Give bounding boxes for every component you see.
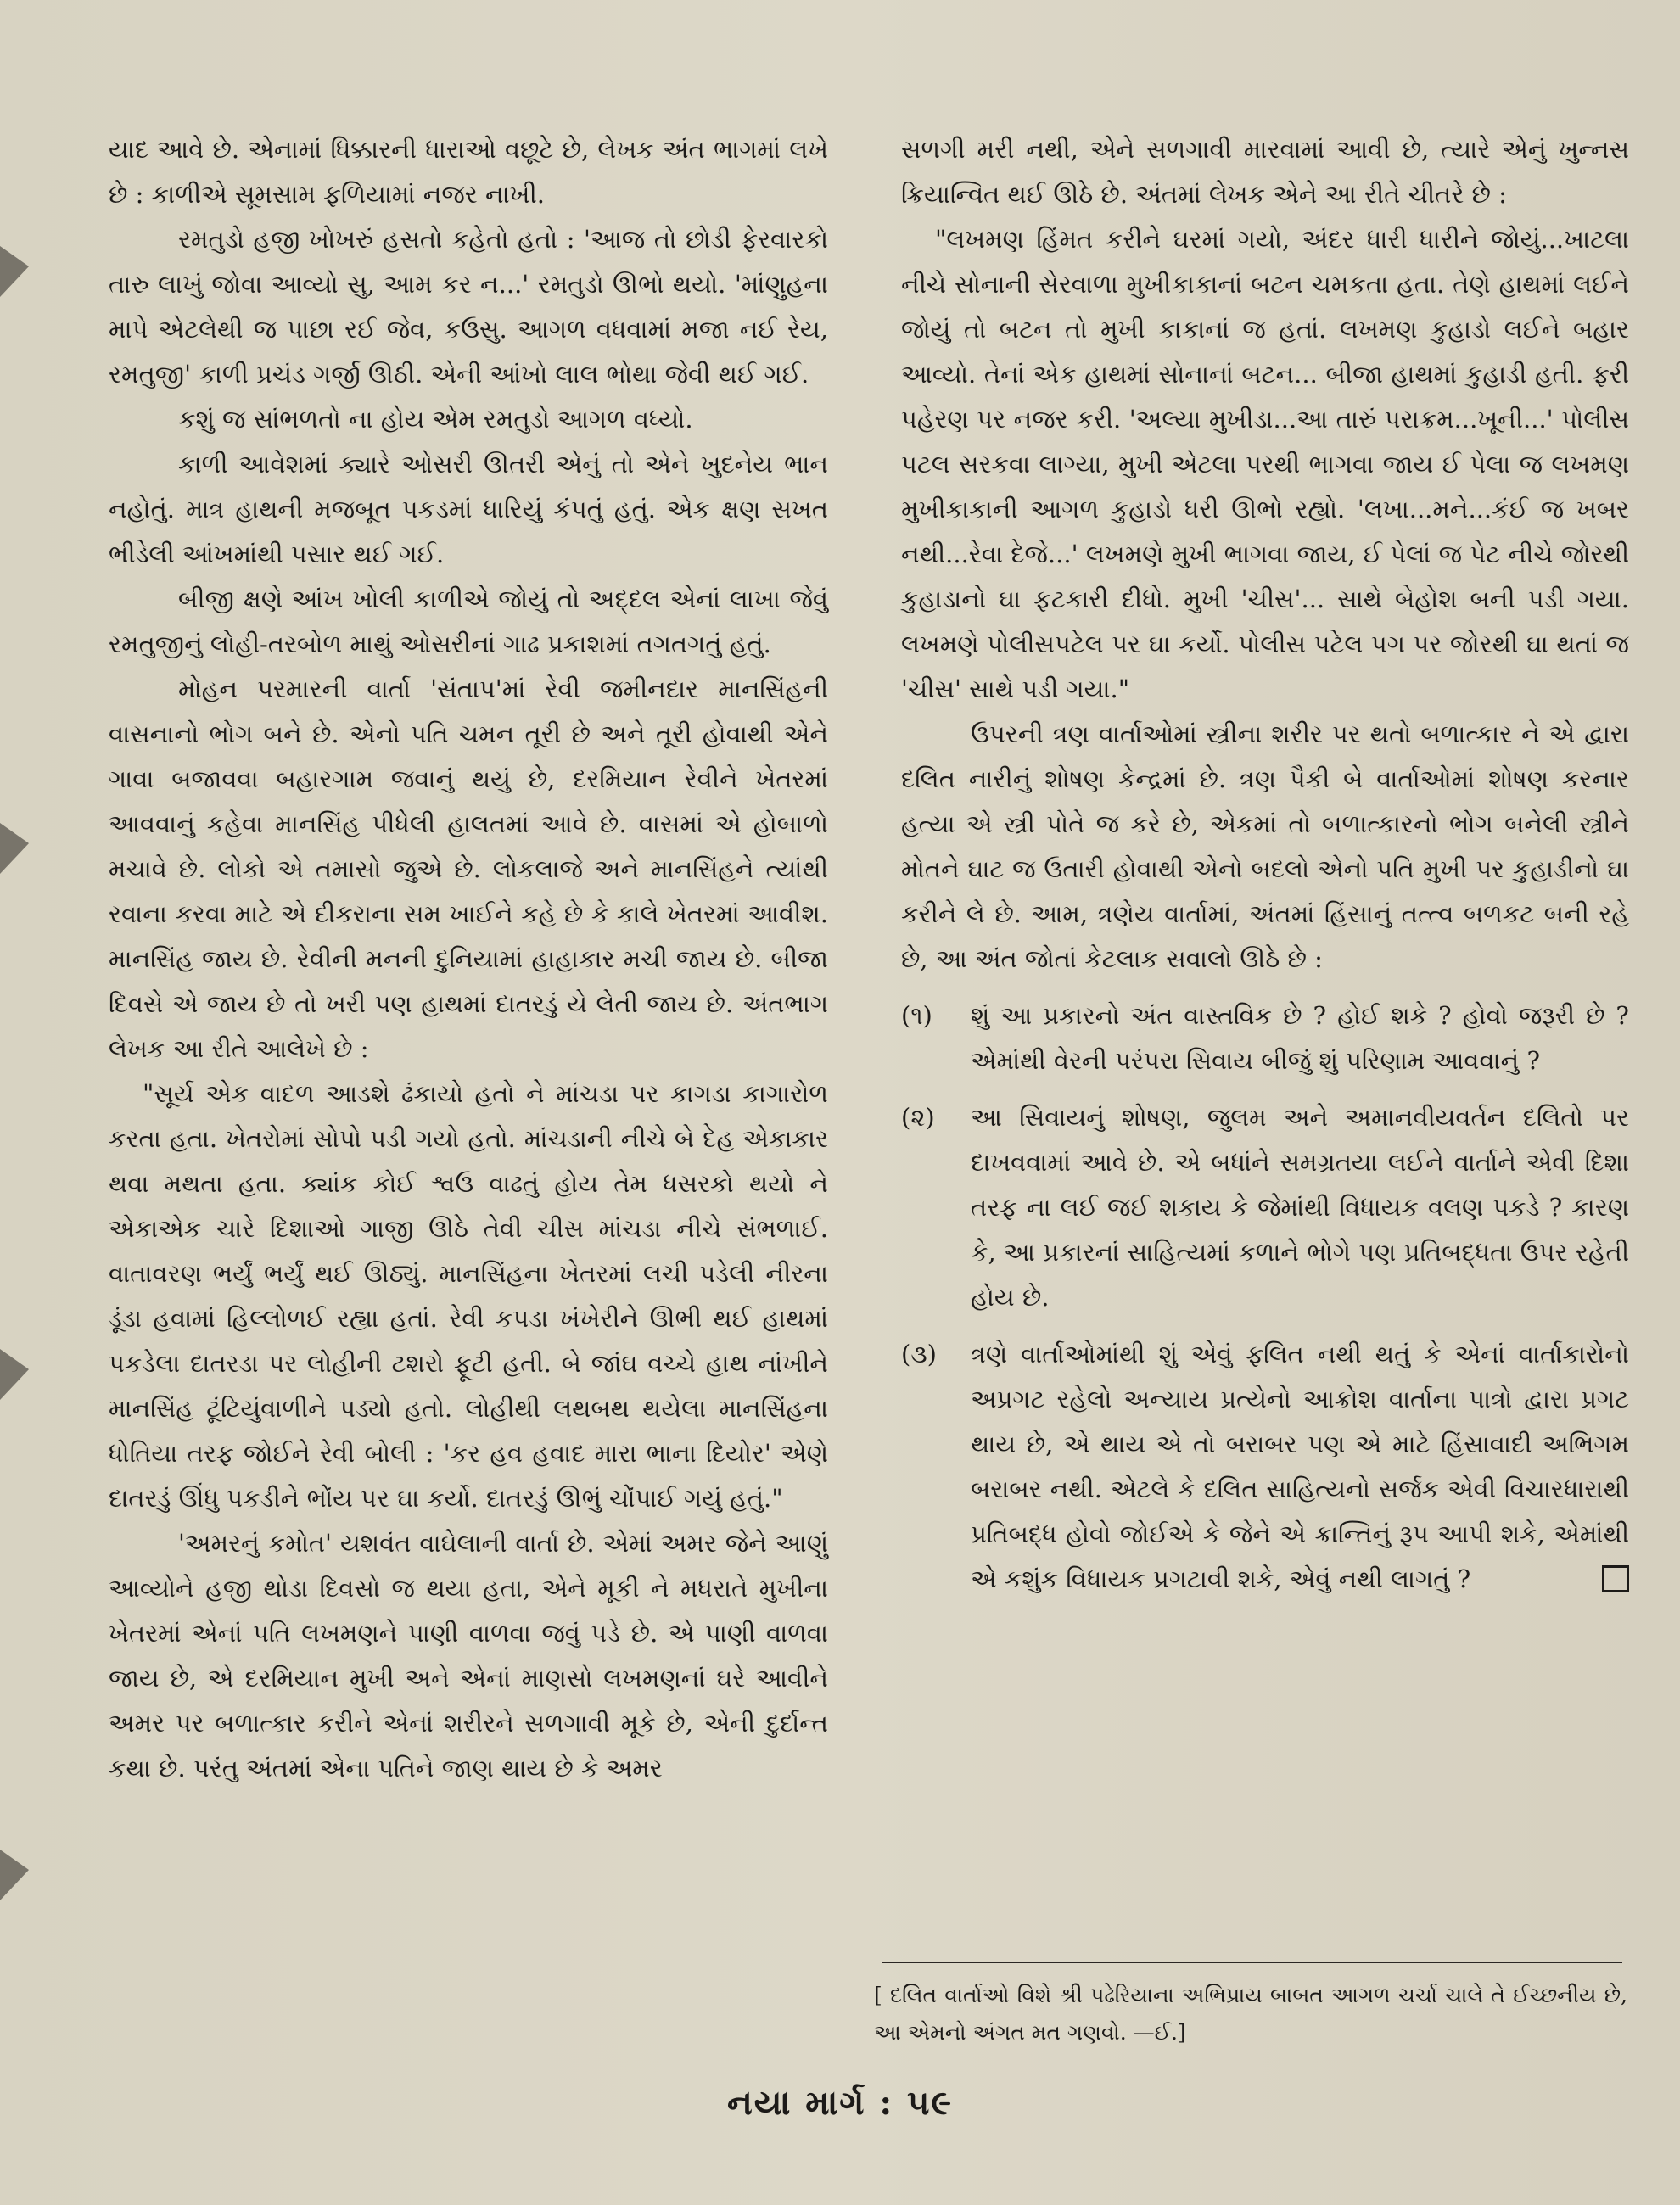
- question-text: શું આ પ્રકારનો અંત વાસ્તવિક છે ? હોઈ શકે ? હોવો જરૂરી છે ? એમાંથી વેરની પરંપરા સિવાય બીજું શું પરિણામ આવવાનું ?: [971, 1001, 1629, 1075]
- note-divider: [882, 1962, 1622, 1963]
- end-of-article-square-icon: [1602, 1565, 1629, 1592]
- question-number: (૨): [901, 1103, 935, 1132]
- page-tear-mark: [0, 1850, 29, 1900]
- page-tear-mark: [0, 1349, 29, 1400]
- paragraph: મોહન પરમારની વાર્તા 'સંતાપ'માં રેવી જમીનદાર માનસિંહની વાસનાનો ભોગ બને છે. એનો પતિ ચમન તૂરી છે અને તૂરી હોવાથી એને ગાવા બજાવવા બહારગામ જવાનું થયું છે, દરમિયાન રેવીને ખેતરમાં આવવાનું કહેવા માનસિંહ પીધેલી હાલતમાં આવે છે. વાસમાં એ હોબાળો મચાવે છે. લોકો એ તમાસો જુએ છે. લોકલાજે અને માનસિંહને ત્યાંથી રવાના કરવા માટે એ દીકરાના સમ ખાઈને કહે છે કે કાલે ખેતરમાં આવીશ. માનસિંહ જાય છે. રેવીની મનની દુનિયામાં હાહાકાર મચી જાય છે. બીજા દિવસે એ જાય છે તો ખરી પણ હાથમાં દાતરડું યે લેતી જાય છે. અંતભાગ લેખક આ રીતે આલેખે છે :: [109, 674, 828, 1063]
- question-item: [901, 993, 1629, 1083]
- question-number: (૧): [901, 1001, 932, 1030]
- question-text-body: ત્રણે વાર્તાઓમાંથી શું એવું ફલિત નથી થતું કે એનાં વાર્તાકારોનો અપ્રગટ રહેલો અન્યાય પ્રત્યેનો આક્રોશ વાર્તાના પાત્રો દ્વારા પ્રગટ થાય છે, એ થાય એ તો બરાબર પણ એ માટે હિંસાવાદી અભિગમ બરાબર નથી. એટલે કે દલિત સાહિત્યનો સર્જક એવી વિચારધારાથી પ્રતિબદ્ધ હોવો જોઈએ કે જેને એ ક્રાન્તિનું રૂપ આપી શકે, એમાંથી એ કશુંક વિધાયક પ્રગટાવી શકે, એવું નથી લાગતું ?: [971, 1340, 1629, 1593]
- question-item: [901, 1095, 1629, 1320]
- paragraph: કાળી આવેશમાં ક્યારે ઓસરી ઊતરી એનું તો એને ખુદનેય ભાન નહોતું. માત્ર હાથની મજબૂત પકડમાં ધારિયું કંપતું હતું. એક ક્ષણ સખત ભીડેલી આંખમાંથી પસાર થઈ ગઈ.: [109, 450, 828, 568]
- paragraph: બીજી ક્ષણે આંખ ખોલી કાળીએ જોયું તો અદ્દલ એનાં લાખા જેવું રમતુજીનું લોહી-તરબોળ માથું ઓસરીનાં ગાઢ પ્રકાશમાં તગતગતું હતું.: [109, 585, 828, 658]
- paragraph: 'અમરનું કમોત' યશવંત વાઘેલાની વાર્તા છે. એમાં અમર જેને આણું આવ્યોને હજી થોડા દિવસો જ થયા હતા, એને મૂકી ને મધરાતે મુખીના ખેતરમાં એનાં પતિ લખમણને પાણી વાળવા જવું પડે છે. એ પાણી વાળવા જાય છે, એ દરમિયાન મુખી અને એનાં માણસો લખમણનાં ઘરે આવીને અમર પર બળાત્કાર કરીને એનાં શરીરને સળગાવી મૂકે છે, એની દુર્દાન્ત કથા છે. પરંતુ અંતમાં એના પતિને જાણ થાય છે કે અમર: [109, 1529, 828, 1782]
- page-tear-mark: [0, 823, 29, 874]
- page-tear-mark: [0, 246, 29, 297]
- paragraph: રમતુડો હજી ખોખરું હસતો કહેતો હતો : 'આજ તો છોડી ફેરવારકો તારુ લાખું જોવા આવ્યો સુ, આમ કર ન...' રમતુડો ઊભો થયો. 'માંણુહના માપે એટલેથી જ પાછા રઈ જેવ, કઉસુ. આગળ વધવામાં મજા નઈ રેય, રમતુજી' કાળી પ્રચંડ ગર્જી ઊઠી. એની આંખો લાલ ભોથા જેવી થઈ ગઈ.: [109, 225, 828, 389]
- paragraph: યાદ આવે છે. એનામાં ધિક્કારની ધારાઓ વછૂટે છે, લેખક અંત ભાગમાં લખે છે : કાળીએ સૂમસામ ફળિયામાં નજર નાખી.: [109, 135, 828, 209]
- paragraph: કશું જ સાંભળતો ના હોય એમ રમતુડો આગળ વધ્યો.: [178, 405, 693, 434]
- block-quote: "લખમણ હિંમત કરીને ઘરમાં ગયો, અંદર ધારી ધારીને જોયું...ખાટલા નીચે સોનાની સેરવાળા મુખીકાકાનાં બટન ચમકતા હતા. તેણે હાથમાં લઈને જોયું તો બટન તો મુખી કાકાનાં જ હતાં. લખમણ કુહાડો લઈને બહાર આવ્યો. તેનાં એક હાથમાં સોનાનાં બટન... બીજા હાથમાં કુહાડી હતી. ફરી પહેરણ પર નજર કરી. 'અલ્યા મુખીડા...આ તારું પરાક્રમ...ખૂની...' પોલીસ પટલ સરકવા લાગ્યા, મુખી એટલા પરથી ભાગવા જાય ઈ પેલા જ લખમણ મુખીકાકાની આગળ કુહાડો ધરી ઊભો રહ્યો. 'લખા...મને...કંઈ જ ખબર નથી...રેવા દેજે...' લખમણે મુખી ભાગવા જાય, ઈ પેલાં જ પેટ નીચે જોરથી કુહાડાનો ઘા ફટકારી દીધો. મુખી 'ચીસ'... સાથે બેહોશ બની પડી ગયા. લખમણે પોલીસપટેલ પર ઘા કર્યો. પોલીસ પટેલ પગ પર જોરથી ઘા થતાં જ 'ચીસ' સાથે પડી ગયા.": [901, 225, 1629, 703]
- question-text: આ સિવાયનું શોષણ, જુલમ અને અમાનવીયવર્તન દલિતો પર દાખવવામાં આવે છે. એ બધાંને સમગ્રતયા લઈને વાર્તાને એવી દિશા તરફ ના લઈ જઈ શકાય કે જેમાંથી વિધાયક વલણ પકડે ? કારણ કે, આ પ્રકારનાં સાહિત્યમાં કળાને ભોગે પણ પ્રતિબદ્ધતા ઉપર રહેતી હોય છે.: [971, 1103, 1629, 1312]
- right-column: [901, 127, 1629, 1602]
- question-number: (૩): [901, 1340, 937, 1368]
- page-footer: નયા માર્ગ : ૫૯: [726, 2083, 954, 2123]
- question-item: [901, 1332, 1629, 1602]
- paragraph: સળગી મરી નથી, એને સળગાવી મારવામાં આવી છે, ત્યારે એનું ખુન્નસ ક્રિયાન્વિત થઈ ઊઠે છે. અંતમાં લેખક એને આ રીતે ચીતરે છે :: [901, 135, 1629, 209]
- question-text: [971, 1332, 1629, 1602]
- block-quote: "સૂર્ય એક વાદળ આડશે ઢંકાયો હતો ને માંચડા પર કાગડા કાગારોળ કરતા હતા. ખેતરોમાં સોપો પડી ગયો હતો. માંચડાની નીચે બે દેહ એકાકાર થવા મથતા હતા. ક્યાંક કોઈ શ્વઉ વાઢતું હોય તેમ ધસરકો થયો ને એકાએક ચારે દિશાઓ ગાજી ઊઠે તેવી ચીસ માંચડા નીચે સંભળાઈ. વાતાવરણ ભર્યું ભર્યું થઈ ઊઠ્યું. માનસિંહના ખેતરમાં લચી પડેલી નીરના ડૂંડા હવામાં હિલ્લોળઈ રહ્યા હતાં. રેવી કપડા ખંખેરીને ઊભી થઈ હાથમાં પકડેલા દાતરડા પર લોહીની ટશરો ફૂટી હતી. બે જાંઘ વચ્ચે હાથ નાંખીને માનસિંહ ટૂંટિયુંવાળીને પડ્યો હતો. લોહીથી લથબથ થયેલા માનસિંહના ધોતિયા તરફ જોઈને રેવી બોલી : 'કર હવ હવાદ મારા ભાના દિયોર' એણે દાતરડું ઊંધુ પકડીને ભોંય પર ઘા કર્યો. દાતરડું ઊભું ચોંપાઈ ગયું હતું.": [109, 1079, 828, 1513]
- paragraph: ઉપરની ત્રણ વાર્તાઓમાં સ્ત્રીના શરીર પર થતો બળાત્કાર ને એ દ્વારા દલિત નારીનું શોષણ કેન્દ્રમાં છે. ત્રણ પૈકી બે વાર્તાઓમાં શોષણ કરનાર હત્યા એ સ્ત્રી પોતે જ કરે છે, એકમાં તો બળાત્કારનો ભોગ બનેલી સ્ત્રીને મોતને ઘાટ જ ઉતારી હોવાથી એનો બદલો એનો પતિ મુખી પર કુહાડીનો ઘા કરીને લે છે. આમ, ત્રણેય વાર્તામાં, અંતમાં હિંસાનું તત્ત્વ બળકટ બની રહે છે, આ અંત જોતાં કેટલાક સવાલો ઊઠે છે :: [901, 719, 1629, 973]
- left-column: [109, 127, 828, 1791]
- editor-note: [ દલિત વાર્તાઓ વિશે શ્રી પઢેરિયાના અભિપ્રાય બાબત આગળ ચર્ચા ચાલે તે ઈચ્છનીય છે, આ એમનો અંગત મત ગણવો. —ઈ.]: [874, 1983, 1627, 2045]
